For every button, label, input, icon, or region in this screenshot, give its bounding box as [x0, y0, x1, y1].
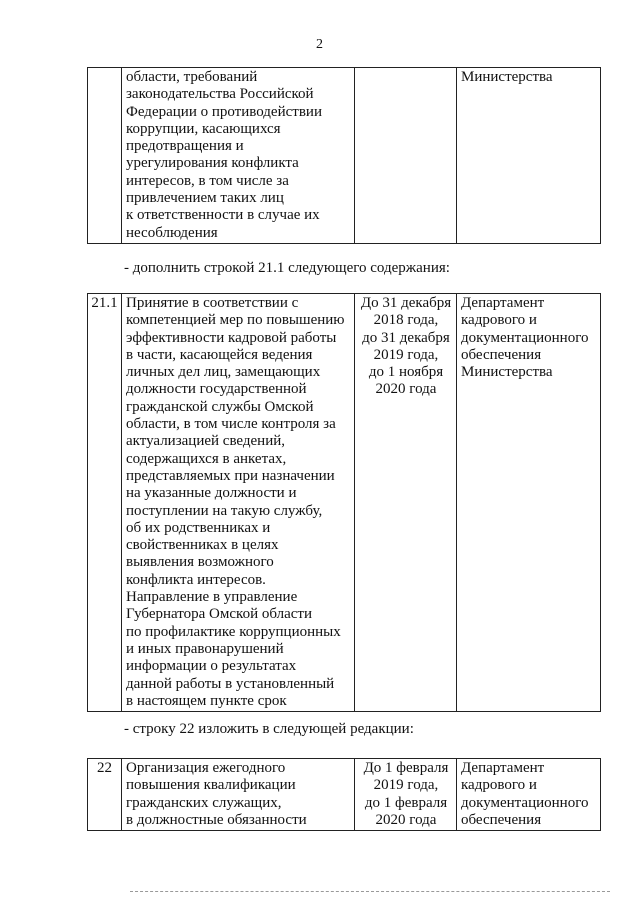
text-line: представляемых при назначении [126, 467, 335, 484]
row-number-cell: 22 [88, 759, 122, 831]
text-line: конфликта интересов. [126, 571, 266, 588]
dept-line: Департамент [461, 295, 545, 311]
text-line: интересов, в том числе за [126, 172, 289, 189]
dept-line: документационного [461, 329, 589, 346]
text-line: содержащихся в анкетах, [126, 450, 287, 467]
dept-line: документационного [461, 794, 589, 811]
table-row [88, 759, 601, 831]
text-line: гражданской службы Омской [126, 398, 314, 415]
deadline-cell [355, 294, 457, 712]
text-line: урегулирования конфликта [126, 155, 299, 172]
row-number-cell [88, 68, 122, 244]
measure-text-cell [122, 759, 355, 831]
table-row [88, 294, 601, 712]
text-line: поступлении на такую службу, [126, 502, 323, 519]
text-line: выявления возможного [126, 554, 274, 571]
row-number-cell: 21.1 [88, 294, 122, 712]
text-line: в настоящем пункте срок [126, 692, 287, 709]
text-line: привлечением таких лиц [126, 190, 284, 207]
date-line: 2019 года, [373, 346, 439, 363]
text-line: области, требований [126, 69, 258, 85]
text-line: Федерации о противодействии [126, 103, 322, 120]
text-line: несоблюдения [126, 224, 218, 241]
responsible-cell [457, 759, 601, 831]
dept-line: обеспечения [461, 346, 542, 363]
text-line: актуализацией сведений, [126, 433, 286, 450]
table-row [88, 68, 601, 244]
text-line: и иных правонарушений [126, 640, 284, 657]
instruction-replace-row: - строку 22 изложить в следующей редакции: [124, 721, 414, 737]
text-line: Принятие в соответствии с [126, 295, 299, 311]
date-line: 2020 года [375, 381, 437, 398]
dept-line: Министерства [461, 364, 553, 381]
table-continued [87, 67, 601, 244]
text-line: на указанные должности и [126, 485, 297, 502]
date-line: До 31 декабря [360, 295, 452, 311]
text-line: коррупции, касающихся [126, 120, 281, 137]
date-line: до 1 февраля [364, 794, 448, 811]
text-line: предотвращения и [126, 138, 244, 155]
text-line: в части, касающейся ведения [126, 346, 313, 363]
text-line: гражданских служащих, [126, 794, 282, 811]
measure-text-cell [122, 68, 355, 244]
text-line: законодательства Российской [126, 86, 314, 103]
dept-line: кадрового и [461, 777, 537, 794]
scan-edge-line [130, 891, 610, 892]
text-line: в должностные обязанности [126, 811, 307, 828]
deadline-cell [355, 68, 457, 244]
responsible-cell [457, 294, 601, 712]
text-line: по профилактике коррупционных [126, 623, 341, 640]
page-number: 2 [316, 37, 323, 52]
text-line: повышения квалификации [126, 777, 296, 794]
date-line: до 1 ноября [368, 364, 444, 381]
dept-line: Департамент [461, 760, 545, 776]
date-line: 2020 года [375, 811, 437, 828]
text-line: Организация ежегодного [126, 760, 286, 776]
text-line: информации о результатах [126, 658, 297, 675]
measure-text-cell [122, 294, 355, 712]
text-line: компетенцией мер по повышению [126, 312, 345, 329]
text-line: личных дел лиц, замещающих [126, 364, 321, 381]
text-line: области, в том числе контроля за [126, 416, 336, 433]
text-line: эффективности кадровой работы [126, 329, 337, 346]
table-row-21-1 [87, 293, 601, 712]
deadline-cell [355, 759, 457, 831]
date-line: до 31 декабря [362, 329, 450, 346]
text-line: свойственниках в целях [126, 537, 279, 554]
text-line: Губернатора Омской области [126, 606, 312, 623]
responsible-cell [457, 68, 601, 244]
date-line: До 1 февраля [363, 760, 449, 776]
dept-line: кадрового и [461, 312, 537, 329]
table-row-22 [87, 758, 601, 831]
dept-line: Министерства [461, 69, 553, 85]
dept-line: обеспечения [461, 811, 542, 828]
text-line: Направление в управление [126, 589, 298, 606]
date-line: 2018 года, [373, 312, 439, 329]
instruction-add-row: - дополнить строкой 21.1 следующего содержания: [124, 260, 450, 276]
text-line: данной работы в установленный [126, 675, 335, 692]
text-line: должности государственной [126, 381, 307, 398]
date-line: 2019 года, [373, 777, 439, 794]
text-line: к ответственности в случае их [126, 207, 320, 224]
text-line: об их родственниках и [126, 519, 271, 536]
